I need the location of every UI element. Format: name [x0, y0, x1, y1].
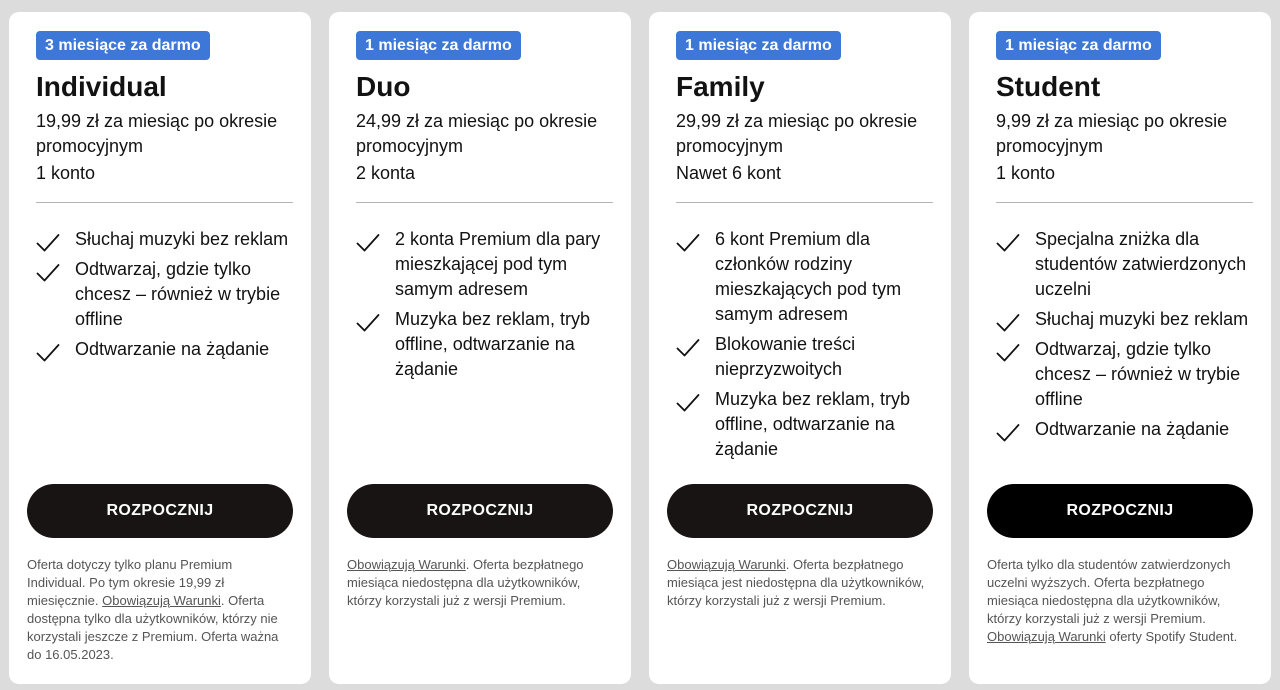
plan-card-student	[969, 12, 1271, 684]
divider	[36, 202, 293, 203]
feature-item	[996, 337, 1259, 412]
plan-accounts: 1 konto	[36, 163, 96, 183]
plan-accounts: Nawet 6 kont	[676, 163, 782, 183]
feature-text: 2 konta Premium dla pary mieszkającej pod tym samym adresem	[395, 229, 601, 299]
start-button[interactable]: ROZPOCZNIJ	[667, 484, 933, 538]
feature-item	[356, 227, 619, 302]
feature-item	[36, 337, 299, 362]
terms-text	[667, 556, 933, 610]
plan-accounts: 2 konta	[356, 163, 416, 183]
feature-list	[996, 227, 1259, 447]
promo-badge: 1 miesiąc za darmo	[356, 31, 521, 60]
feature-text: Odtwarzaj, gdzie tylko chcesz – również w trybie offline	[1035, 339, 1241, 409]
terms-text	[27, 556, 293, 664]
plan-name: Family	[676, 71, 765, 102]
check-icon	[996, 233, 1020, 253]
feature-item	[36, 257, 299, 332]
feature-item	[676, 387, 939, 462]
terms-link[interactable]: Obowiązują Warunki	[667, 557, 786, 572]
check-icon	[676, 233, 700, 253]
feature-item	[996, 417, 1259, 442]
check-icon	[996, 423, 1020, 443]
terms-text-after: oferty Spotify Student.	[1105, 629, 1238, 644]
check-icon	[676, 393, 700, 413]
plan-price: 9,99 zł za miesiąc po okresie promocyjnym	[996, 111, 1228, 156]
divider	[676, 202, 933, 203]
check-icon	[36, 233, 60, 253]
plan-name: Duo	[356, 71, 411, 102]
plan-name: Individual	[36, 71, 167, 102]
check-icon	[356, 233, 380, 253]
check-icon	[676, 338, 700, 358]
feature-text: Słuchaj muzyki bez reklam	[75, 229, 289, 249]
plan-card-family	[649, 12, 951, 684]
feature-text: Muzyka bez reklam, tryb offline, odtwarzanie na żądanie	[715, 389, 911, 459]
feature-text: Odtwarzaj, gdzie tylko chcesz – również w trybie offline	[75, 259, 281, 329]
check-icon	[996, 343, 1020, 363]
plan-price: 24,99 zł za miesiąc po okresie promocyjnym	[356, 111, 598, 156]
feature-text: Specjalna zniżka dla studentów zatwierdzonych uczelni	[1035, 229, 1247, 299]
feature-list	[356, 227, 619, 387]
feature-text: 6 kont Premium dla członków rodziny mieszkających pod tym samym adresem	[715, 229, 902, 324]
terms-link[interactable]: Obowiązują Warunki	[347, 557, 466, 572]
plan-card-individual	[9, 12, 311, 684]
plan-name: Student	[996, 71, 1101, 102]
plan-accounts: 1 konto	[996, 163, 1056, 183]
divider	[996, 202, 1253, 203]
promo-badge: 1 miesiąc za darmo	[996, 31, 1161, 60]
plan-price: 29,99 zł za miesiąc po okresie promocyjnym	[676, 111, 918, 156]
feature-item	[676, 227, 939, 327]
terms-text-before: Oferta tylko dla studentów zatwierdzonych uczelni wyższych. Oferta bezpłatnego miesiąca niedostępna dla użytkowników, którzy korzystali już z wersji Premium.	[987, 557, 1231, 626]
feature-item	[356, 307, 619, 382]
start-button[interactable]: ROZPOCZNIJ	[27, 484, 293, 538]
divider	[356, 202, 613, 203]
check-icon	[36, 263, 60, 283]
feature-item	[36, 227, 299, 252]
feature-item	[996, 307, 1259, 332]
check-icon	[356, 313, 380, 333]
terms-link[interactable]: Obowiązują Warunki	[987, 629, 1106, 644]
feature-text: Muzyka bez reklam, tryb offline, odtwarzanie na żądanie	[395, 309, 591, 379]
start-button[interactable]: ROZPOCZNIJ	[347, 484, 613, 538]
terms-text	[347, 556, 613, 610]
feature-text: Słuchaj muzyki bez reklam	[1035, 309, 1249, 329]
check-icon	[996, 313, 1020, 333]
start-button[interactable]: ROZPOCZNIJ	[987, 484, 1253, 538]
promo-badge: 1 miesiąc za darmo	[676, 31, 841, 60]
plan-price: 19,99 zł za miesiąc po okresie promocyjnym	[36, 111, 278, 156]
terms-text-after: . Oferta bezpłatnego miesiąca niedostępna dla użytkowników, którzy korzystali już z wersji Premium.	[347, 557, 584, 608]
feature-list	[676, 227, 939, 467]
terms-link[interactable]: Obowiązują Warunki	[102, 593, 221, 608]
promo-badge: 3 miesiące za darmo	[36, 31, 210, 60]
plan-card-duo	[329, 12, 631, 684]
feature-item	[996, 227, 1259, 302]
terms-text-before: Oferta dotyczy tylko planu Premium Individual. Po tym okresie 19,99 zł miesięcznie.	[27, 557, 233, 608]
terms-text	[987, 556, 1253, 646]
feature-item	[676, 332, 939, 382]
feature-text: Blokowanie treści nieprzyzwoitych	[715, 334, 856, 379]
terms-text-after: . Oferta bezpłatnego miesiąca jest niedostępna dla użytkowników, którzy korzystali już z wersji Premium.	[667, 557, 925, 608]
feature-list	[36, 227, 299, 367]
terms-text-after: . Oferta dostępna tylko dla użytkowników, którzy nie korzystali jeszcze z Premium. Oferta ważna do 16.05.2023.	[27, 593, 279, 662]
feature-text: Odtwarzanie na żądanie	[1035, 419, 1230, 439]
feature-text: Odtwarzanie na żądanie	[75, 339, 270, 359]
check-icon	[36, 343, 60, 363]
